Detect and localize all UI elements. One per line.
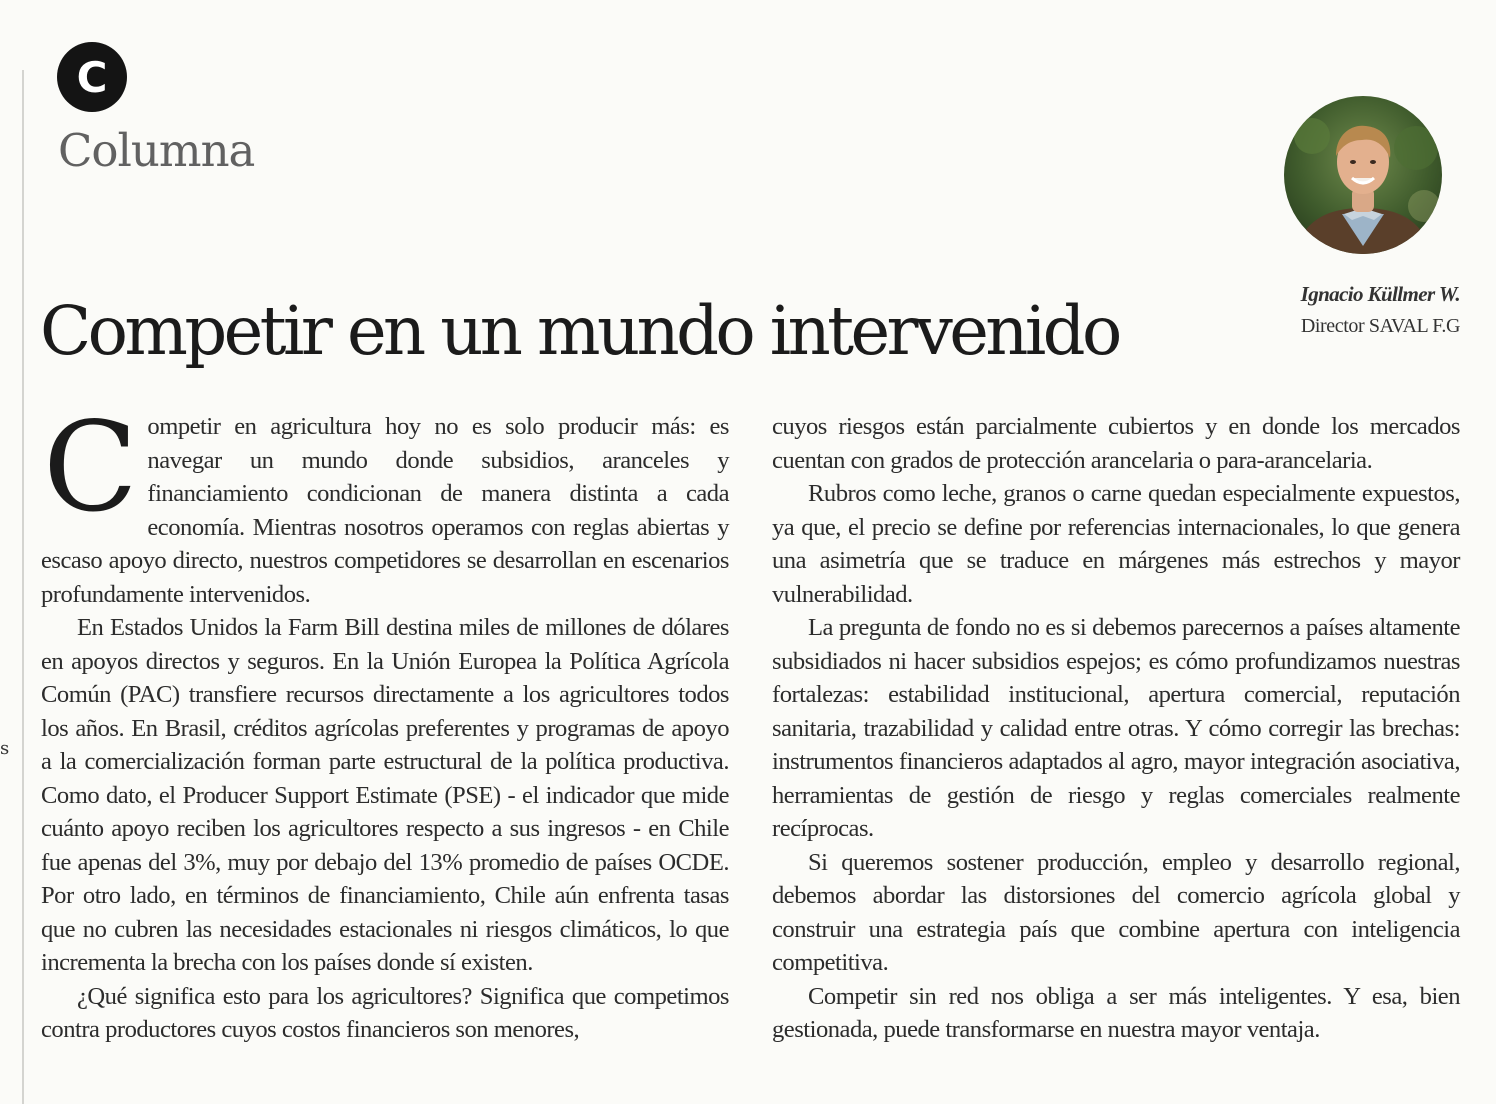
headline: Competir en un mundo intervenido (40, 292, 1119, 370)
section-label: Columna (58, 124, 255, 177)
article-paragraph: En Estados Unidos la Farm Bill destina miles de millones de dólares en apoyos directos y seguros. En la Unión Europea la Política Agrícola Común (PAC) transfiere recursos directamente a los agricultores todos los años. En Brasil, créditos agrícolas preferentes y programas de apoyo a la comercialización forman parte estructural de la política productiva. Como dato, el Producer Support Estimate (PSE) - el indicador que mide cuánto apoyo reciben los agricultores respecto a sus ingresos - en Chile fue apenas del 3%, muy por debajo del 13% promedio de países OCDE. Por otro lado, en términos de financiamiento, Chile aún enfrenta tasas que no cubren las necesidades estacionales ni riesgos climáticos, lo que incrementa la brecha con los países donde sí existen. (41, 614, 729, 976)
adjacent-page-fragment: s (0, 738, 10, 759)
author-portrait-image (1284, 96, 1442, 254)
article-paragraph (41, 396, 729, 611)
article-paragraph: Si queremos sostener producción, empleo y desarrollo regional, debemos abordar las distorsiones del comercio agrícola global y construir una estrategia país que combine apertura con inteligencia competitiva. (772, 848, 1460, 976)
author-name: Ignacio Küllmer W. (1300, 282, 1460, 306)
author-byline (1301, 282, 1460, 338)
author-role: Director SAVAL F.G (1300, 315, 1460, 337)
article-column-left (41, 396, 729, 1047)
author-photo (1284, 96, 1442, 254)
article-paragraph: Competir sin red nos obliga a ser más inteligentes. Y esa, bien gestionada, puede transformarse en nuestra mayor ventaja. (772, 982, 1460, 1043)
article-paragraph: cuyos riesgos están parcialmente cubiertos y en donde los mercados cuentan con grados de protección arancelaria o para-arancelaria. (772, 413, 1460, 474)
article-paragraph: La pregunta de fondo no es si debemos parecernos a países altamente subsidiados ni hacer subsidios espejos; es cómo profundizamos nuestras fortalezas: estabilidad institucional, apertura comercial, reputación sanitaria, trazabilidad y calidad entre otras. Y cómo corregir las brechas: instrumentos financieros adaptados al agro, mayor integración asociativa, herramientas de gestión de riesgo y reglas comerciales realmente recíprocas. (772, 614, 1460, 842)
article-paragraph: Rubros como leche, granos o carne quedan especialmente expuestos, ya que, el precio se define por referencias internacionales, lo que genera una asimetría que se traduce en márgenes más estrechos y mayor vulnerabilidad. (772, 480, 1460, 608)
page-fold-line (22, 70, 24, 1104)
drop-cap: C (43, 396, 138, 540)
section-badge (57, 42, 127, 112)
article-column-right (772, 410, 1460, 1047)
paragraph-text: ompetir en agricultura hoy no es solo producir más: es navegar un mundo donde subsidios, aranceles y financiamiento condicionan de manera distinta a cada economía. Mientras nosotros operamos con reglas abiertas y escaso apoyo directo, nuestros competidores se desarrollan en escenarios profundamente intervenidos. (41, 413, 729, 608)
section-badge-letter: C (76, 52, 108, 102)
article-paragraph: ¿Qué significa esto para los agricultores? Significa que competimos contra productores cuyos costos financieros son menores, (41, 982, 729, 1043)
